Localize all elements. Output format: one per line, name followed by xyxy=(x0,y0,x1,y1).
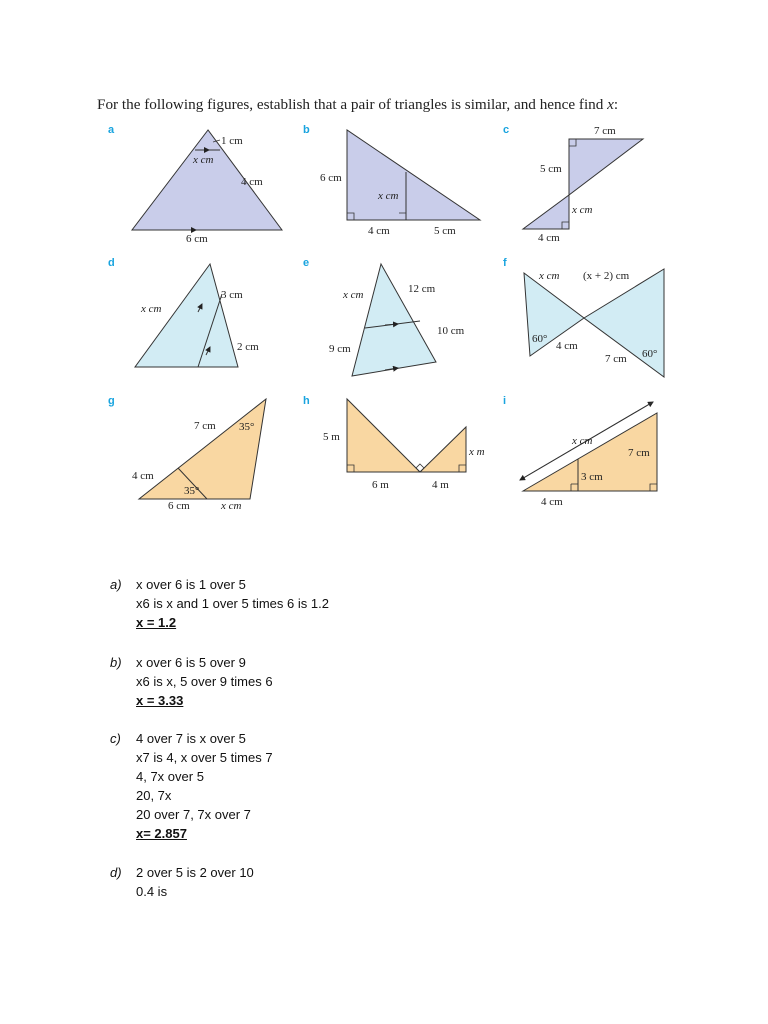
fig-c-text-3: x cm xyxy=(572,204,593,216)
fig-f-text-3: 60° xyxy=(532,333,548,345)
answer-line: 0.4 is xyxy=(136,884,168,899)
answer-line: x7 is 4, x over 5 times 7 xyxy=(136,750,273,765)
fig-i-text-3: 3 cm xyxy=(581,471,603,483)
figure-f xyxy=(503,257,664,377)
fig-a-text-2: x cm xyxy=(193,154,214,166)
triangle-d xyxy=(135,264,238,367)
fig-f-text-5: 7 cm xyxy=(605,353,627,365)
answer-label: d) xyxy=(110,865,122,880)
fig-h-text-2: x m xyxy=(469,446,485,458)
fig-a-text-3: 4 cm xyxy=(241,176,263,188)
answer-result: x = 3.33 xyxy=(136,693,184,708)
fig-b-text-1: 6 cm xyxy=(320,172,342,184)
answer-line: 20 over 7, 7x over 7 xyxy=(136,807,251,822)
fig-e-text-1: 12 cm xyxy=(408,283,436,295)
fig-b-text-3: 4 cm xyxy=(368,225,390,237)
figure-label-b: b xyxy=(303,124,310,136)
fig-f-text-6: 60° xyxy=(642,348,658,360)
fig-i-text-2: 7 cm xyxy=(628,447,650,459)
answer-result: x= 2.857 xyxy=(136,826,187,841)
figure-d xyxy=(108,257,259,367)
answer-label: a) xyxy=(110,577,122,592)
triangle-e xyxy=(352,264,436,376)
fig-h-text-4: 4 m xyxy=(432,479,449,491)
answer-result: x = 1.2 xyxy=(136,615,177,630)
fig-g-text-3: 4 cm xyxy=(132,470,154,482)
answer-line: 4, 7x over 5 xyxy=(136,769,204,784)
fig-f-text-4: 4 cm xyxy=(556,340,578,352)
figure-label-i: i xyxy=(503,395,507,407)
fig-c-text-2: 5 cm xyxy=(540,163,562,175)
fig-d-text-2: x cm xyxy=(141,303,162,315)
fig-f-text-1: x cm xyxy=(539,270,560,282)
figure-label-e: e xyxy=(303,257,310,269)
fig-a-text-1: 1 cm xyxy=(221,135,243,147)
fig-i-text-1: x cm xyxy=(572,435,593,447)
fig-g-text-2: 35° xyxy=(239,421,255,433)
figure-label-f: f xyxy=(503,257,507,269)
answer-line: x over 6 is 5 over 9 xyxy=(136,655,246,670)
figure-label-a: a xyxy=(108,124,115,136)
answer-a xyxy=(110,575,510,632)
triangle-c-upper xyxy=(569,139,643,195)
fig-e-text-4: 9 cm xyxy=(329,343,351,355)
fig-d-text-1: 3 cm xyxy=(221,289,243,301)
answer-label: b) xyxy=(110,655,122,670)
fig-d-text-3: 2 cm xyxy=(237,341,259,353)
fig-h-text-3: 6 m xyxy=(372,479,389,491)
fig-g-text-4: 35° xyxy=(184,485,200,497)
figure-label-g: g xyxy=(108,395,115,407)
answer-line: x over 6 is 1 over 5 xyxy=(136,577,246,592)
figure-i xyxy=(503,395,657,508)
answer-line: x6 is x, 5 over 9 times 6 xyxy=(136,674,273,689)
answer-line: 2 over 5 is 2 over 10 xyxy=(136,865,254,880)
answer-d xyxy=(110,863,510,901)
instruction-variable: x xyxy=(607,96,614,113)
fig-i-text-4: 4 cm xyxy=(541,496,563,508)
answer-b xyxy=(110,653,510,710)
fig-e-text-3: 10 cm xyxy=(437,325,465,337)
fig-g-text-1: 7 cm xyxy=(194,420,216,432)
fig-e-text-2: x cm xyxy=(343,289,364,301)
figure-g xyxy=(108,395,266,512)
answer-line: x6 is x and 1 over 5 times 6 is 1.2 xyxy=(136,596,329,611)
figure-c xyxy=(503,124,643,244)
figure-b xyxy=(303,124,480,237)
fig-b-text-2: x cm xyxy=(378,190,399,202)
fig-b-text-4: 5 cm xyxy=(434,225,456,237)
answer-c xyxy=(110,729,510,843)
instruction-after: : xyxy=(613,96,619,113)
figure-h xyxy=(303,395,485,491)
fig-g-text-5: 6 cm xyxy=(168,500,190,512)
triangle-h-left xyxy=(347,399,420,472)
triangle-g xyxy=(139,399,266,499)
fig-c-text-4: 4 cm xyxy=(538,232,560,244)
fig-h-text-1: 5 m xyxy=(323,431,340,443)
answer-label: c) xyxy=(110,731,121,746)
instruction-before: For the following figures, establish that a pair of triangles is similar, and hence find xyxy=(97,96,608,113)
fig-g-text-6: x cm xyxy=(221,500,242,512)
answer-line: 20, 7x xyxy=(136,788,172,803)
fig-c-text-1: 7 cm xyxy=(594,125,616,137)
figure-a xyxy=(108,124,282,245)
triangle-b xyxy=(347,130,480,220)
figure-label-h: h xyxy=(303,395,310,407)
answer-line: 4 over 7 is x over 5 xyxy=(136,731,246,746)
fig-f-text-2: (x + 2) cm xyxy=(583,270,630,282)
figure-label-c: c xyxy=(503,124,510,136)
figure-label-d: d xyxy=(108,257,115,269)
fig-a-text-4: 6 cm xyxy=(186,233,208,245)
figure-e xyxy=(303,257,465,376)
